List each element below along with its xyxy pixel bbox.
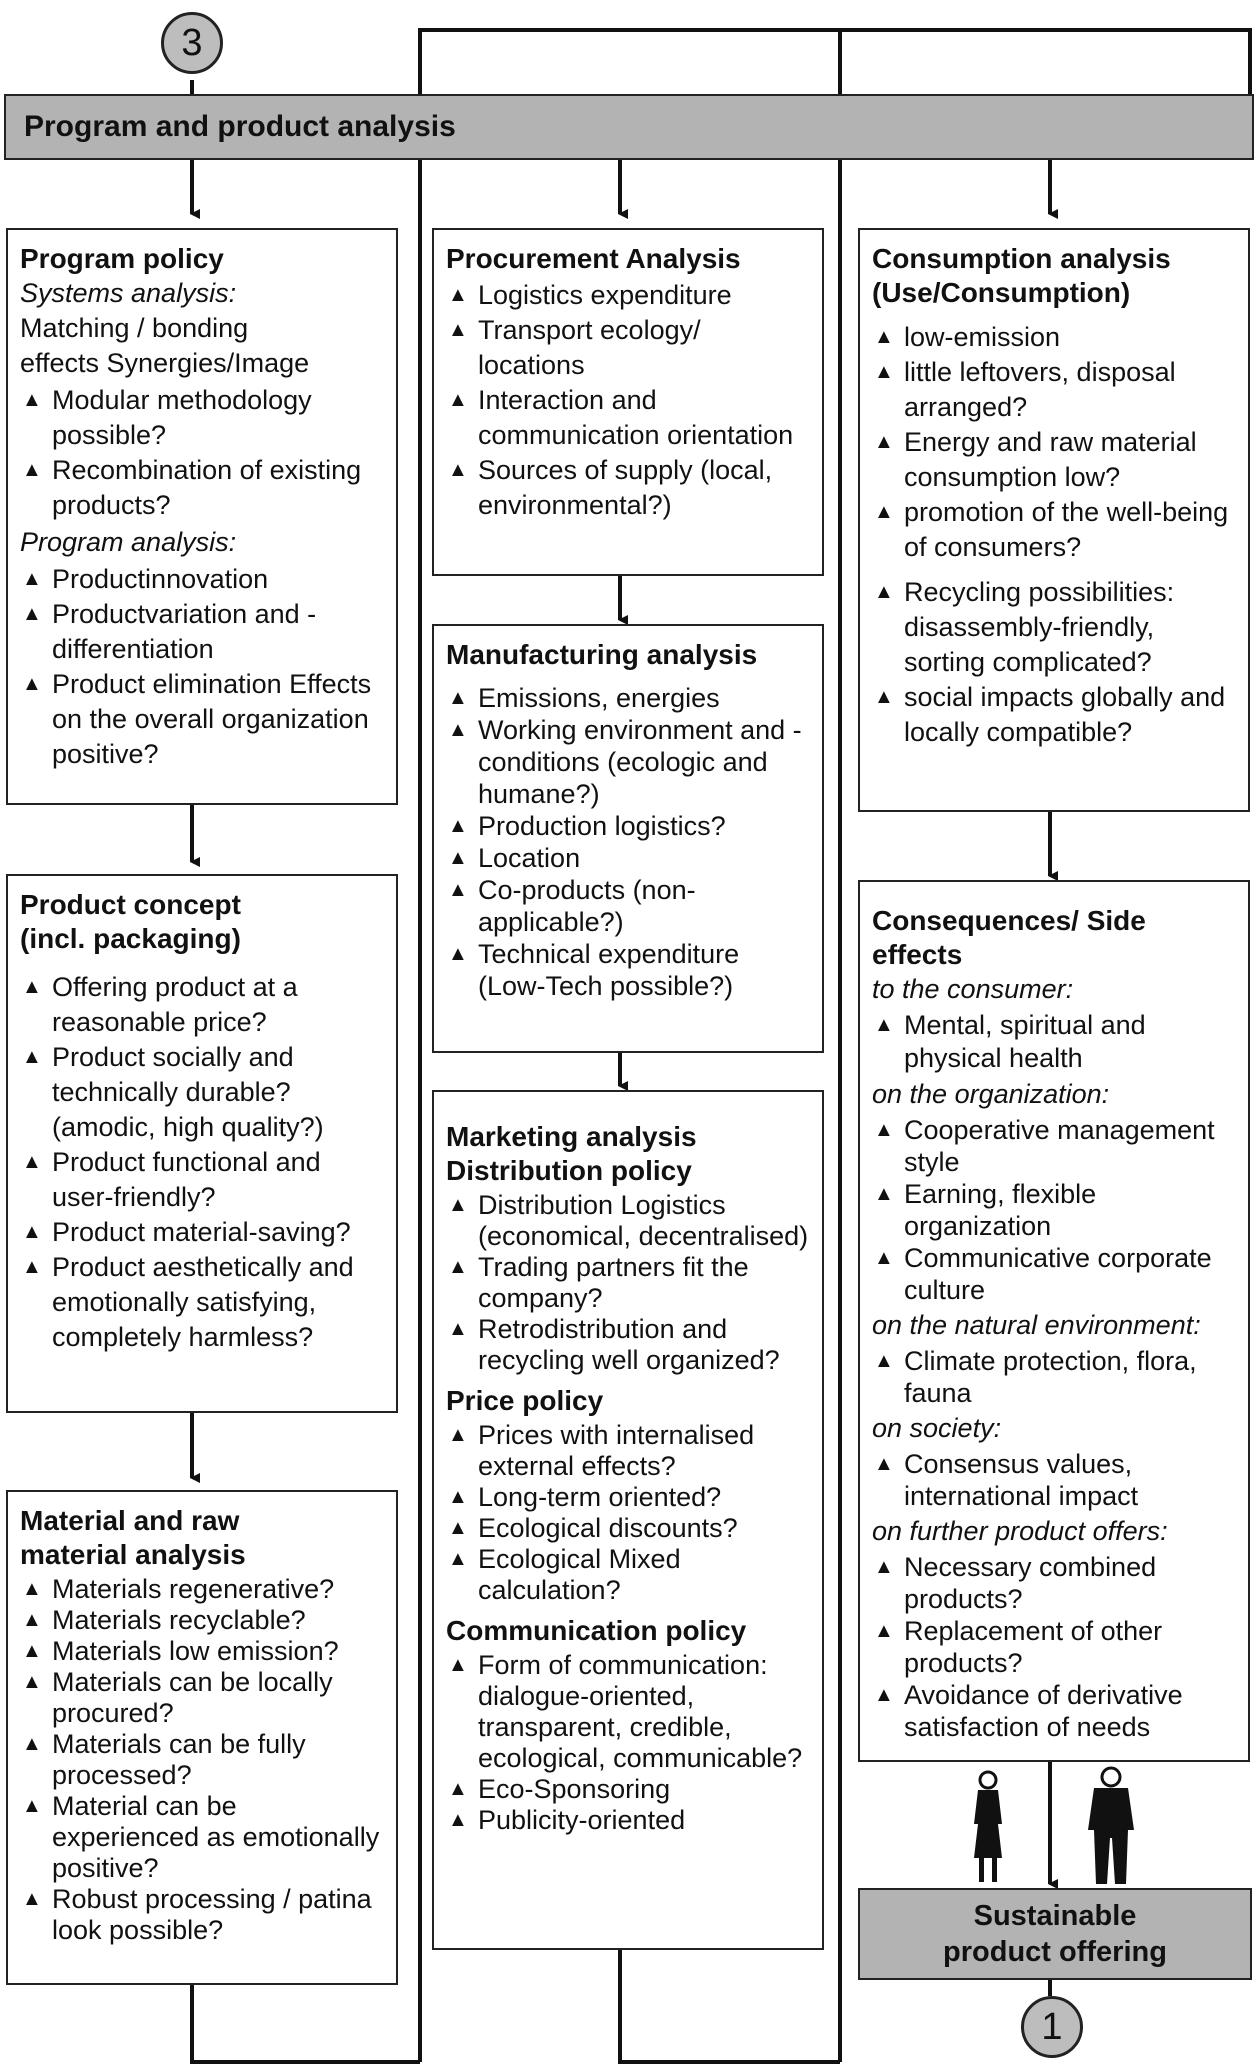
bottom-frame-left xyxy=(192,1985,420,2062)
material-analysis-box xyxy=(6,1490,398,1985)
final-title-line: Sustainable xyxy=(973,1900,1137,1932)
list-item: ▲ Co-products (non-applicable?) xyxy=(446,874,810,938)
procurement-analysis-box xyxy=(432,228,824,576)
man-figure-icon xyxy=(1084,1766,1138,1888)
list-item: ▲ Long-term oriented? xyxy=(446,1482,810,1513)
list-item: ▲ Offering product at a reasonable price? xyxy=(20,970,384,1040)
banner-title: Program and product analysis xyxy=(24,110,456,143)
list-item: ▲ Productinnovation xyxy=(20,562,384,597)
list-item: ▲ little leftovers, disposal arranged? xyxy=(872,355,1236,425)
program-analysis-label: Program analysis: xyxy=(20,527,237,557)
list-item: ▲ Production logistics? xyxy=(446,810,810,842)
list-item: ▲ Product aesthetically and emotionally satisfying, completely harmless? xyxy=(20,1250,384,1355)
list-item: ▲ Trading partners fit the company? xyxy=(446,1252,810,1314)
step-badge-end-number: 1 xyxy=(1041,2005,1063,2048)
step-badge-start xyxy=(161,12,223,74)
program-product-analysis-banner xyxy=(4,94,1254,160)
list-item: ▲ Energy and raw material consumption low? xyxy=(872,425,1236,495)
list-item: ▲ Climate protection, flora, fauna xyxy=(872,1345,1236,1409)
list-item: ▲ Materials low emission? xyxy=(20,1636,384,1667)
procurement-title: Procurement Analysis xyxy=(446,243,741,274)
distribution-policy-title: Distribution policy xyxy=(446,1155,692,1186)
material-analysis-title: material analysis xyxy=(20,1539,246,1570)
systems-analysis-label: Systems analysis: xyxy=(20,278,237,308)
list-item: ▲ Sources of supply (local, environmental?) xyxy=(446,453,810,523)
price-policy-title: Price policy xyxy=(446,1385,604,1416)
product-concept-title: Product concept xyxy=(20,889,241,920)
consumption-title: Consumption analysis xyxy=(872,243,1171,274)
list-item: ▲ Working environment and -conditions (ecologic and humane?) xyxy=(446,714,810,810)
list-item: ▲ Emissions, energies xyxy=(446,682,810,714)
list-item: ▲ Ecological discounts? xyxy=(446,1513,810,1544)
program-policy-box xyxy=(6,228,398,805)
list-item: ▲ Consensus values, international impact xyxy=(872,1448,1236,1512)
consumption-analysis-box xyxy=(858,228,1250,812)
bottom-frame-mid xyxy=(620,1950,840,2062)
list-item: ▲ Transport ecology/ locations xyxy=(446,313,810,383)
list-item: ▲ Avoidance of derivative satisfaction of needs xyxy=(872,1679,1236,1743)
list-item: ▲ Product elimination Effects on the overall organization positive? xyxy=(20,667,384,772)
list-item: ▲ Modular methodology possible? xyxy=(20,383,384,453)
society-label: on society: xyxy=(872,1413,1002,1443)
consequences-title: Consequences/ Side effects xyxy=(872,905,1146,970)
list-item: ▲ Distribution Logistics (economical, decentralised) xyxy=(446,1190,810,1252)
list-item: ▲ Technical expenditure (Low-Tech possible?) xyxy=(446,938,810,1002)
list-item: ▲ Product functional and user-friendly? xyxy=(20,1145,384,1215)
consumer-label: to the consumer: xyxy=(872,974,1074,1004)
systems-analysis-text: Matching / bonding xyxy=(20,313,249,343)
list-item: ▲ Materials recyclable? xyxy=(20,1605,384,1636)
list-item: ▲ Materials can be fully processed? xyxy=(20,1729,384,1791)
list-item: ▲ Replacement of other products? xyxy=(872,1615,1236,1679)
list-item: ▲ Necessary combined products? xyxy=(872,1551,1236,1615)
list-item: ▲ Ecological Mixed calculation? xyxy=(446,1544,810,1606)
list-item: ▲ Materials can be locally procured? xyxy=(20,1667,384,1729)
list-item: ▲ Robust processing / patina look possible? xyxy=(20,1884,384,1946)
environment-label: on the natural environment: xyxy=(872,1310,1201,1340)
marketing-analysis-box xyxy=(432,1090,824,1950)
list-item: ▲ Recycling possibilities: disassembly-friendly, sorting complicated? xyxy=(872,575,1236,680)
list-item: ▲ Logistics expenditure xyxy=(446,278,810,313)
manufacturing-analysis-box xyxy=(432,624,824,1053)
list-item: ▲ Materials regenerative? xyxy=(20,1574,384,1605)
material-analysis-title: Material and raw xyxy=(20,1505,240,1536)
top-frame-left xyxy=(420,30,840,94)
list-item: ▲ low-emission xyxy=(872,320,1236,355)
manufacturing-title: Manufacturing analysis xyxy=(446,639,758,670)
list-item: ▲ Earning, flexible organization xyxy=(872,1178,1236,1242)
list-item: ▲ Recombination of existing products? xyxy=(20,453,384,523)
step-badge-end xyxy=(1021,1996,1083,2058)
product-concept-box xyxy=(6,874,398,1413)
systems-analysis-text: effects Synergies/Image xyxy=(20,348,310,378)
communication-policy-title: Communication policy xyxy=(446,1615,747,1646)
product-concept-subtitle: (incl. packaging) xyxy=(20,923,241,954)
list-item: ▲ social impacts globally and locally compatible? xyxy=(872,680,1236,750)
final-title-line: product offering xyxy=(943,1936,1167,1968)
list-item: ▲ Prices with internalised external effects? xyxy=(446,1420,810,1482)
list-item: ▲ Material can be experienced as emotionally positive? xyxy=(20,1791,384,1884)
list-item: ▲ Interaction and communication orientation xyxy=(446,383,810,453)
list-item: ▲ Productvariation and - differentiation xyxy=(20,597,384,667)
woman-figure-icon xyxy=(968,1770,1008,1886)
step-badge-start-number: 3 xyxy=(181,21,203,64)
consequences-box xyxy=(858,880,1250,1762)
list-item: ▲ Product material-saving? xyxy=(20,1215,384,1250)
consumption-subtitle: (Use/Consumption) xyxy=(872,277,1131,308)
sustainable-product-offering-box xyxy=(858,1888,1252,1980)
list-item: ▲ Retrodistribution and recycling well organized? xyxy=(446,1314,810,1376)
organization-label: on the organization: xyxy=(872,1079,1110,1109)
list-item: ▲ Cooperative management style xyxy=(872,1114,1236,1178)
list-item: ▲ Location xyxy=(446,842,810,874)
list-item: ▲ Form of communication: dialogue-oriented, transparent, credible, ecological, communicable? xyxy=(446,1650,810,1774)
list-item: ▲ Mental, spiritual and physical health xyxy=(872,1009,1236,1075)
marketing-title: Marketing analysis xyxy=(446,1121,697,1152)
list-item: ▲ Eco-Sponsoring xyxy=(446,1774,810,1805)
list-item: ▲ Product socially and technically durable? (amodic, high quality?) xyxy=(20,1040,384,1145)
list-item: ▲ Publicity-oriented xyxy=(446,1805,810,1836)
program-policy-title: Program policy xyxy=(20,243,224,274)
further-offers-label: on further product offers: xyxy=(872,1516,1168,1546)
list-item: ▲ promotion of the well-being of consumers? xyxy=(872,495,1236,565)
list-item: ▲ Communicative corporate culture xyxy=(872,1242,1236,1306)
top-frame-right xyxy=(840,30,1250,94)
